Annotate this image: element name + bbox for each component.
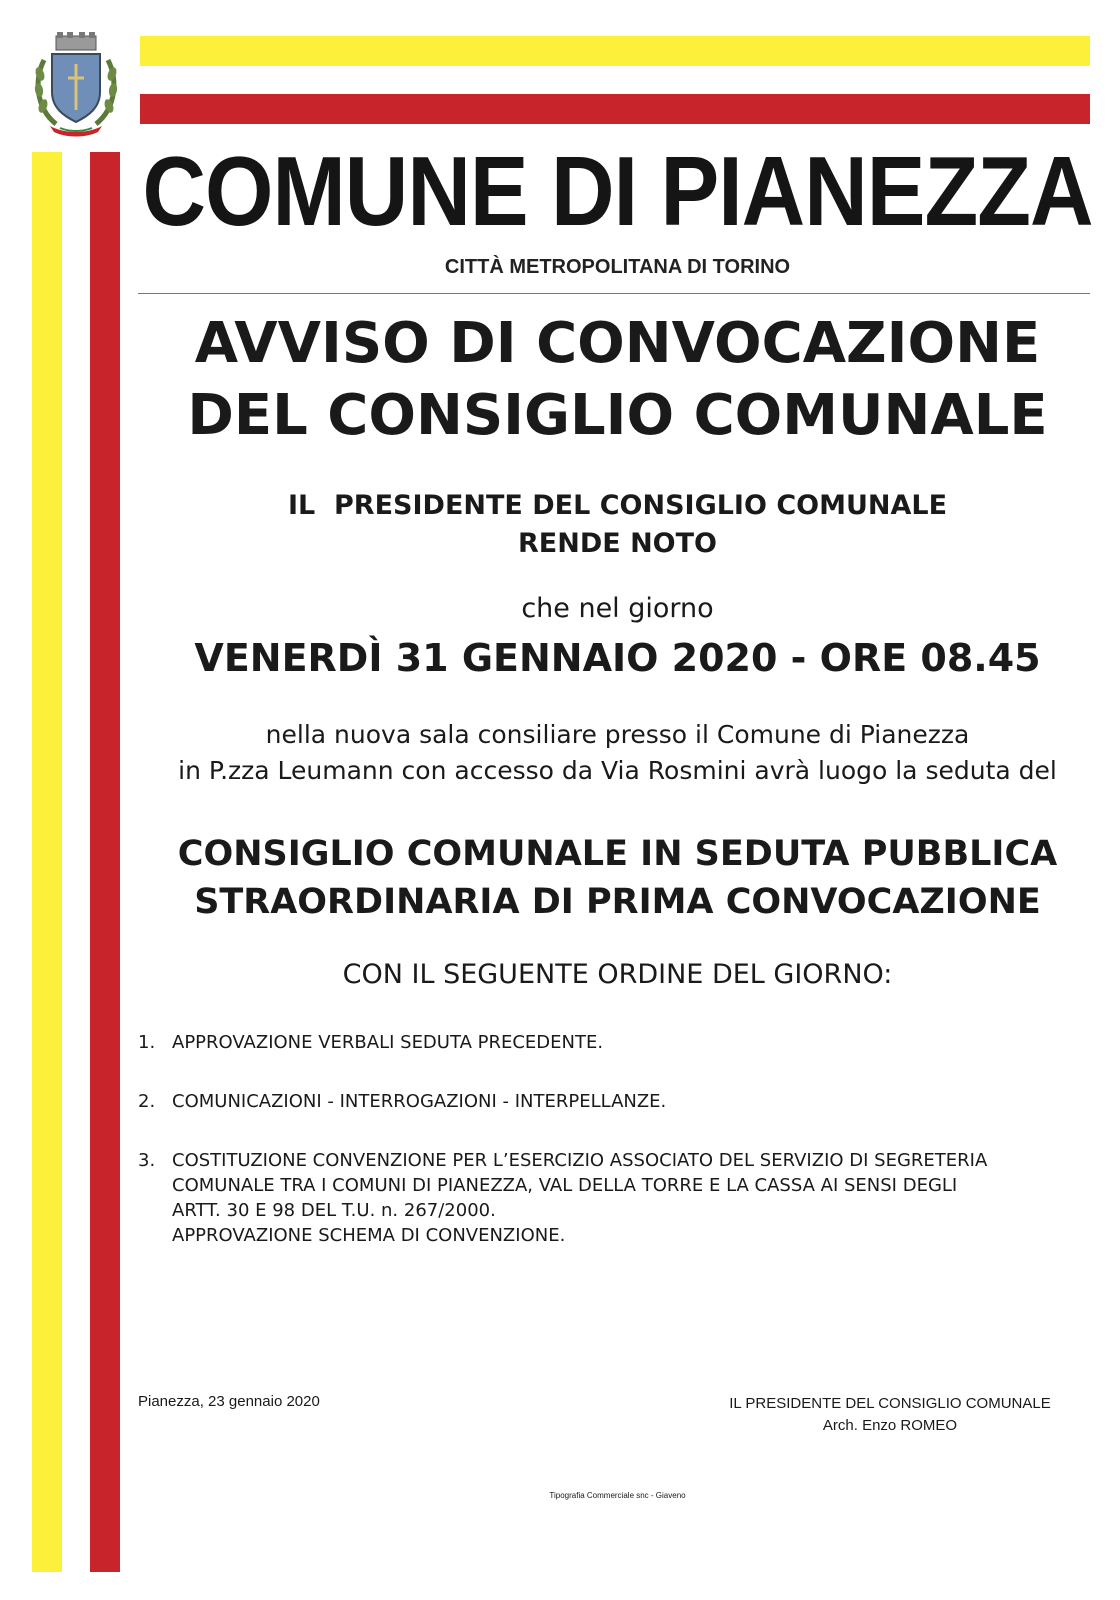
notice-title-line-2: DEL CONSIGLIO COMUNALE [187, 383, 1048, 448]
meeting-location [135, 717, 1100, 789]
agenda-heading: CON IL SEGUENTE ORDINE DEL GIORNO: [342, 959, 893, 990]
session-type-line-2: STRAORDINARIA DI PRIMA CONVOCAZIONE [194, 882, 1041, 922]
meeting-location-line-1: nella nuova sala consiliare presso il Comune di Pianezza [265, 720, 970, 749]
municipal-coat-of-arms-icon [30, 30, 122, 138]
agenda-item-number: 1. [138, 1032, 156, 1053]
signature-name: Arch. Enzo ROMEO [822, 1417, 958, 1434]
meeting-location-line-2: in P.zza Leumann con accesso da Via Rosmini avrà luogo la seduta del [178, 756, 1057, 785]
agenda-item-number: 3. [138, 1150, 156, 1171]
session-type-line-1: CONSIGLIO COMUNALE IN SEDUTA PUBBLICA [177, 834, 1058, 874]
header-divider [138, 293, 1090, 294]
agenda-item-text: APPROVAZIONE VERBALI SEDUTA PRECEDENTE. [172, 1032, 604, 1053]
top-red-stripe [140, 94, 1090, 124]
president-announcement-line-1: IL PRESIDENTE DEL CONSIGLIO COMUNALE [287, 490, 948, 521]
top-yellow-stripe [140, 36, 1090, 66]
left-yellow-stripe [32, 152, 62, 1572]
left-red-stripe [90, 152, 120, 1572]
signature-role: IL PRESIDENTE DEL CONSIGLIO COMUNALE [729, 1395, 1051, 1412]
municipality-title: COMUNE DI PIANEZZA [142, 135, 1093, 247]
agenda-item-text: COMUNICAZIONI - INTERROGAZIONI - INTERPELLANZE. [172, 1091, 667, 1112]
signature-block [705, 1393, 1075, 1437]
printer-credit: Tipografia Commerciale snc - Giaveno [549, 1491, 686, 1500]
agenda-item-number: 2. [138, 1091, 156, 1112]
agenda-item-text: COSTITUZIONE CONVENZIONE PER L’ESERCIZIO ASSOCIATO DEL SERVIZIO DI SEGRETERIA COMUNALE TRA I COMUNI DI PIANEZZA, VAL DELLA TORRE E LA CASSA AI SENSI DEGLI ARTT. 30 E 98 DEL T.U. n. 267/2000. APPROVAZIONE SCHEMA DI CONVENZIONE. [172, 1150, 988, 1246]
che-nel-giorno-text: che nel giorno [521, 593, 714, 624]
notice-title [135, 308, 1100, 452]
session-type-title [135, 830, 1100, 926]
place-and-date: Pianezza, 23 gennaio 2020 [138, 1393, 320, 1410]
municipality-subtitle: CITTÀ METROPOLITANA DI TORINO [444, 256, 791, 278]
president-announcement [135, 487, 1100, 563]
meeting-date-time: VENERDÌ 31 GENNAIO 2020 - ORE 08.45 [194, 636, 1041, 680]
notice-title-line-1: AVVISO DI CONVOCAZIONE [194, 311, 1041, 376]
president-announcement-line-2: RENDE NOTO [517, 528, 717, 559]
